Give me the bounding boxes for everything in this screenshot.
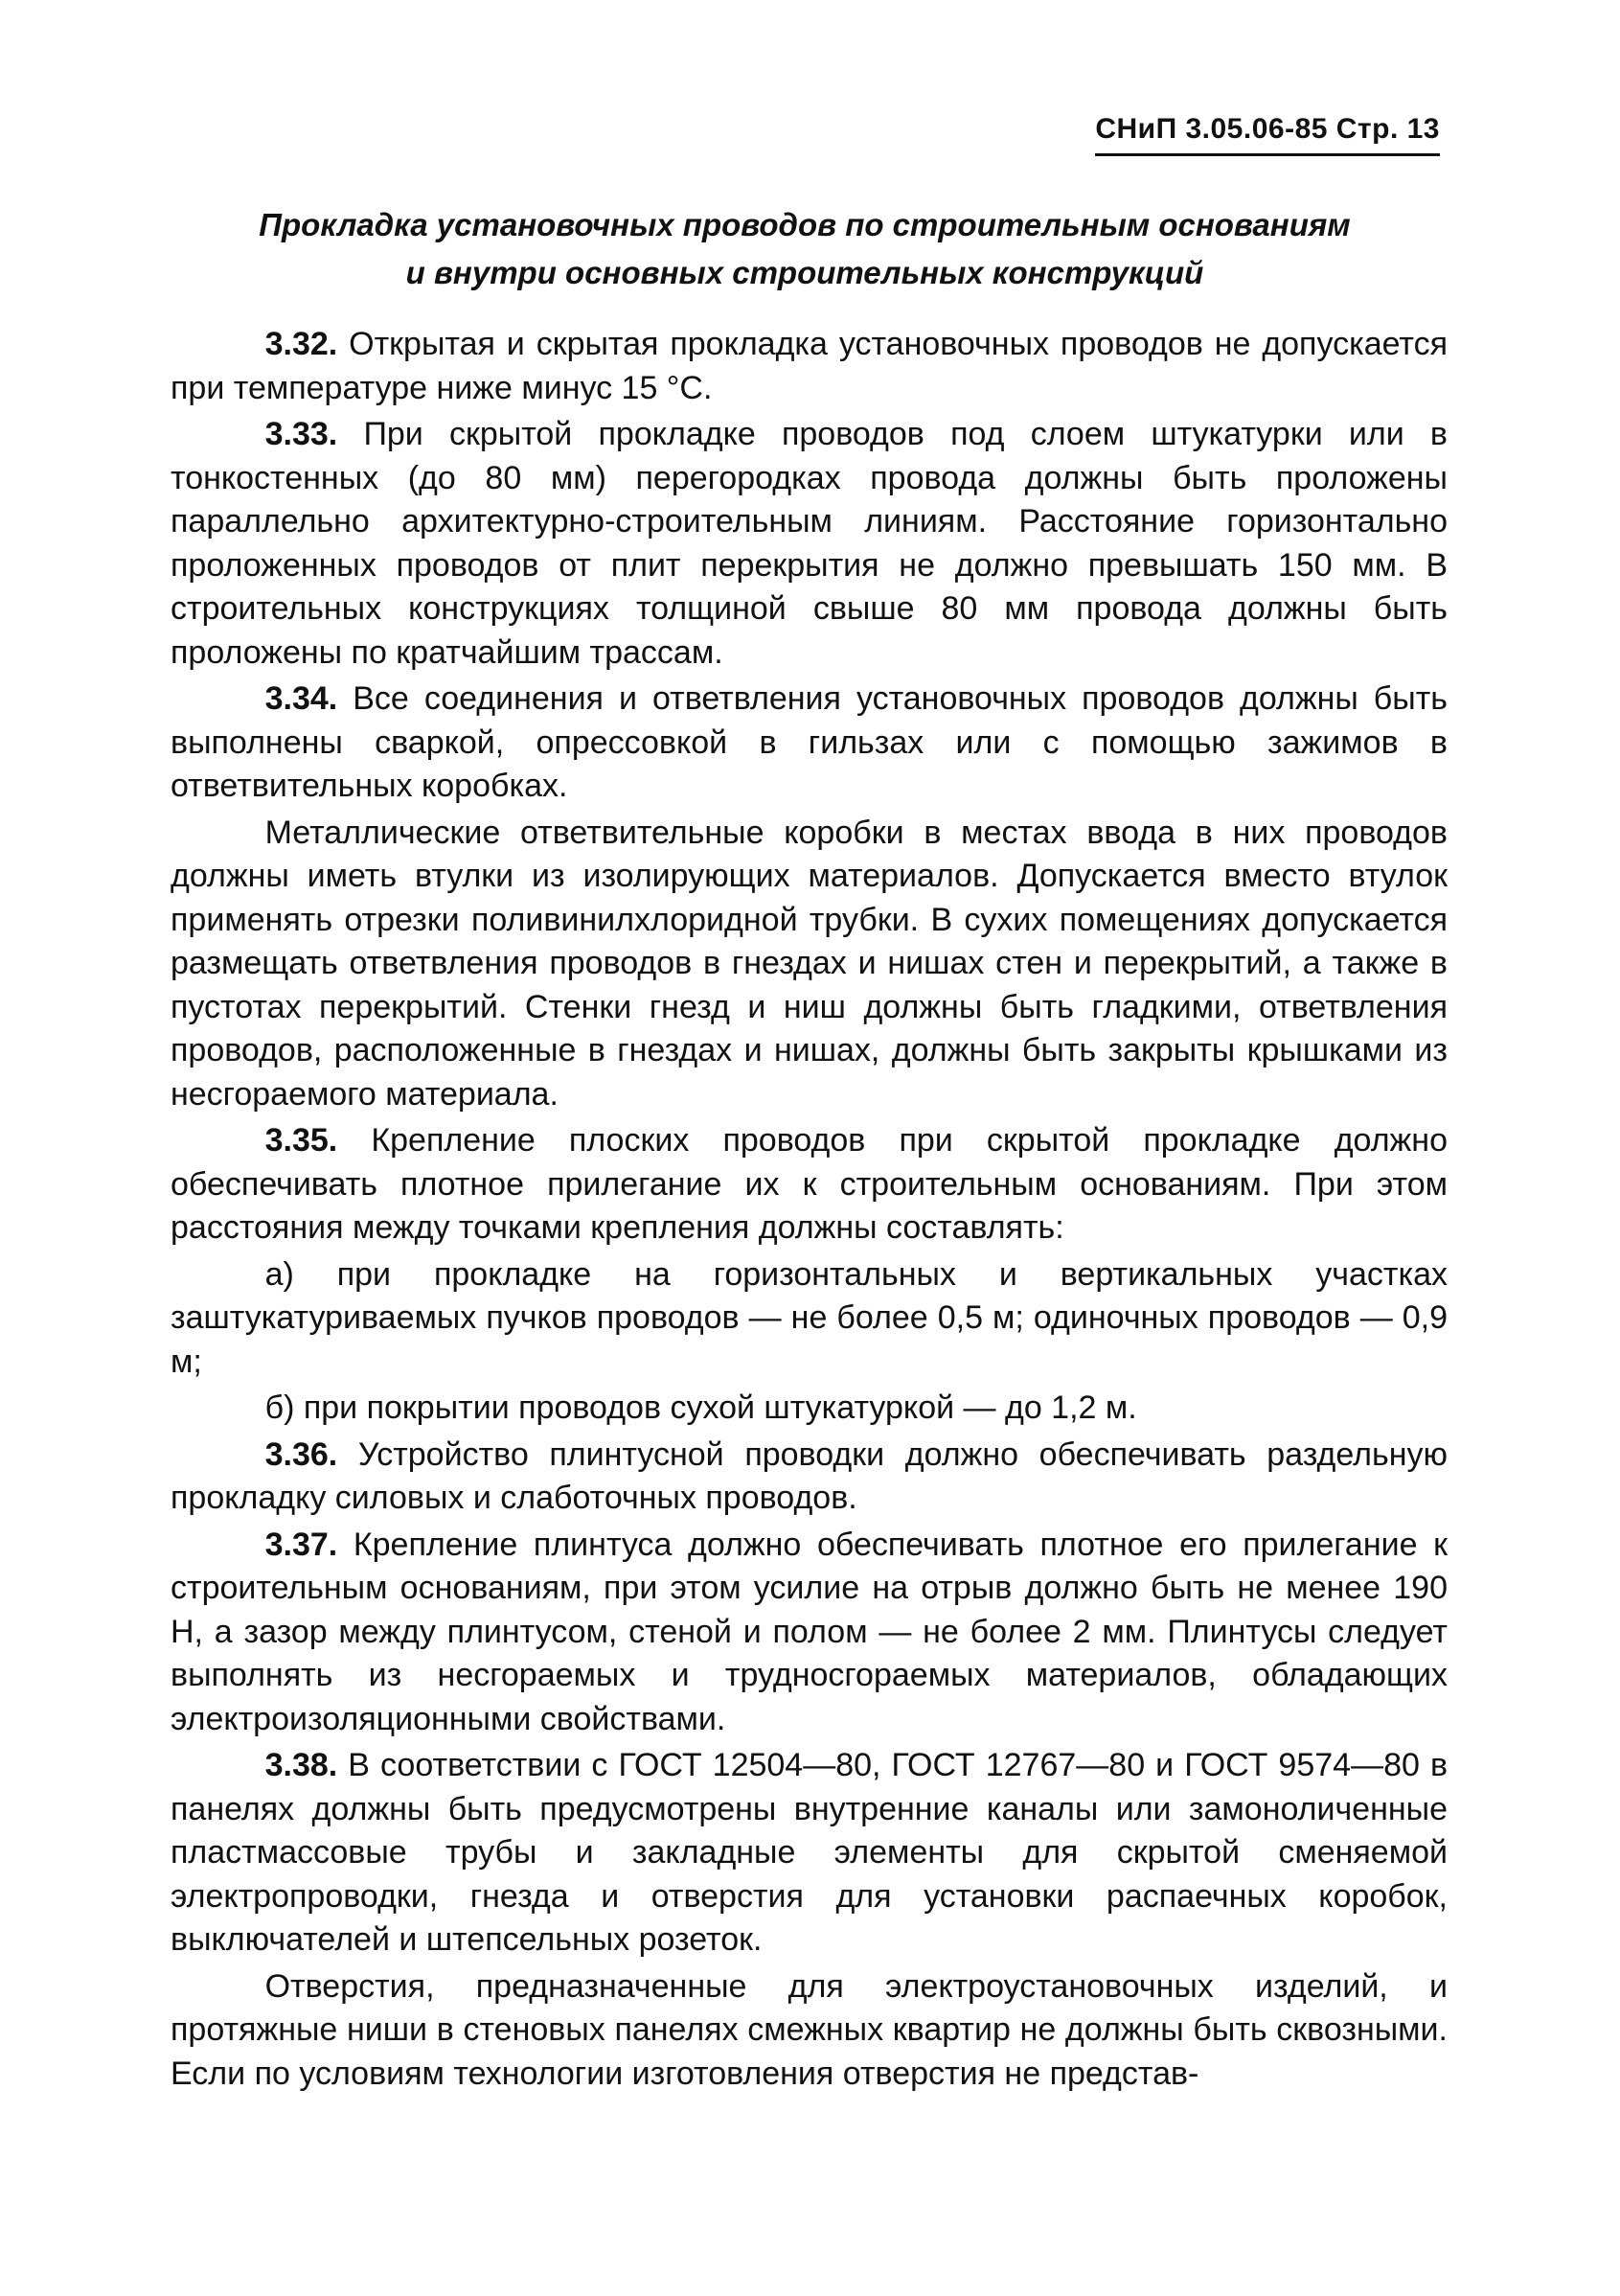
clause-number: 3.34.: [264, 680, 338, 717]
paragraph-text: Металлические ответвительные коробки в местах ввода в них проводов должны иметь втулки из изолирующих материалов. Допускается вместо втулок применять отрезки поливинилхлоридной трубки. В сухих помещениях допускается размещать ответвления проводов в гнездах и нишах стен и перекрытий, а также в пустотах перекрытий. Стенки гнезд и ниш должны быть гладкими, ответвления проводов, расположенные в гнездах и нишах, должны быть закрыты крышками из несгораемого материала.: [171, 814, 1448, 1113]
clause-number: 3.37.: [264, 1526, 338, 1563]
paragraph-text: В соответствии с ГОСТ 12504—80, ГОСТ 12767—80 и ГОСТ 9574—80 в панелях должны быть предусмотрены внутренние каналы или замоноличенные пластмассовые трубы и закладные элементы для скрытой сменяемой электропроводки, гнезда и отверстия для установки распаечных коробок, выключателей и штепсельных розеток.: [171, 1747, 1449, 1958]
paragraph: [171, 1524, 1448, 1742]
list-item-b: [171, 1387, 1448, 1431]
document-body: [171, 323, 1448, 2099]
paragraph: [171, 677, 1448, 809]
section-title: [163, 201, 1447, 297]
paragraph-text: Крепление плоских проводов при скрытой прокладке должно обеспечивать плотное прилегание их к строительным основаниям. При этом расстояния между точками крепления должны составлять:: [171, 1122, 1448, 1246]
paragraph: [171, 323, 1448, 410]
list-item-a: [171, 1253, 1448, 1385]
paragraph-text: Крепление плинтуса должно обеспечивать плотное его прилегание к строительным основаниям, при этом усилие на отрыв должно быть не менее 190 Н, а зазор между плинтусом, стеной и полом — не более 2 мм. Плинтусы следует выполнять из несгораемых и трудносгораемых материалов, обладающих электроизоляционными свойствами.: [171, 1526, 1448, 1737]
paragraph-text: Устройство плинтусной проводки должно обеспечивать раздельную прокладку силовых и слаботочных проводов.: [171, 1435, 1448, 1516]
clause-number: 3.32.: [264, 326, 338, 362]
paragraph: [171, 1119, 1448, 1251]
paragraph-text: Все соединения и ответвления установочных проводов должны быть выполнены сваркой, опрессовкой в гильзах или с помощью зажимов в ответвительных коробках.: [171, 680, 1448, 804]
paragraph-text: Открытая и скрытая прокладка установочных проводов не допускается при температуре ниже минус 15 °С.: [171, 326, 1449, 406]
clause-number: 3.35.: [264, 1122, 338, 1159]
paragraph-text: б) при покрытии проводов сухой штукатуркой — до 1,2 м.: [264, 1389, 1137, 1426]
page-header: СНиП 3.05.06-85 Стр. 13: [1095, 113, 1440, 156]
paragraph-text: При скрытой прокладке проводов под слоем штукатурки или в тонкостенных (до 80 мм) перегородках провода должны быть проложены параллельно архитектурно-строительным линиям. Расстояние горизонтально проложенных проводов от плит перекрытия не должно превышать 150 мм. В строительных конструкциях толщиной свыше 80 мм провода должны быть проложены по кратчайшим трассам.: [171, 416, 1448, 671]
paragraph: [171, 812, 1448, 1117]
clause-number: 3.36.: [264, 1435, 338, 1473]
clause-number: 3.33.: [264, 416, 338, 452]
paragraph-text: а) при прокладке на горизонтальных и вертикальных участках заштукатуриваемых пучков проводов — не более 0,5 м; одиночных проводов — 0,9 м;: [171, 1255, 1448, 1380]
clause-number: 3.38.: [264, 1747, 338, 1783]
paragraph: [171, 1744, 1448, 1963]
section-title-line-2: и внутри основных строительных конструкций: [405, 255, 1204, 290]
section-title-line-1: Прокладка установочных проводов по строительным основаниям: [259, 207, 1351, 242]
paragraph: [171, 1434, 1448, 1521]
paragraph-text: Отверстия, предназначенные для электроустановочных изделий, и протяжные ниши в стеновых панелях смежных квартир не должны быть сквозными. Если по условиям технологии изготовления отверстия не представ-: [171, 1967, 1448, 2092]
paragraph: [171, 413, 1448, 675]
paragraph: [171, 1965, 1448, 2097]
